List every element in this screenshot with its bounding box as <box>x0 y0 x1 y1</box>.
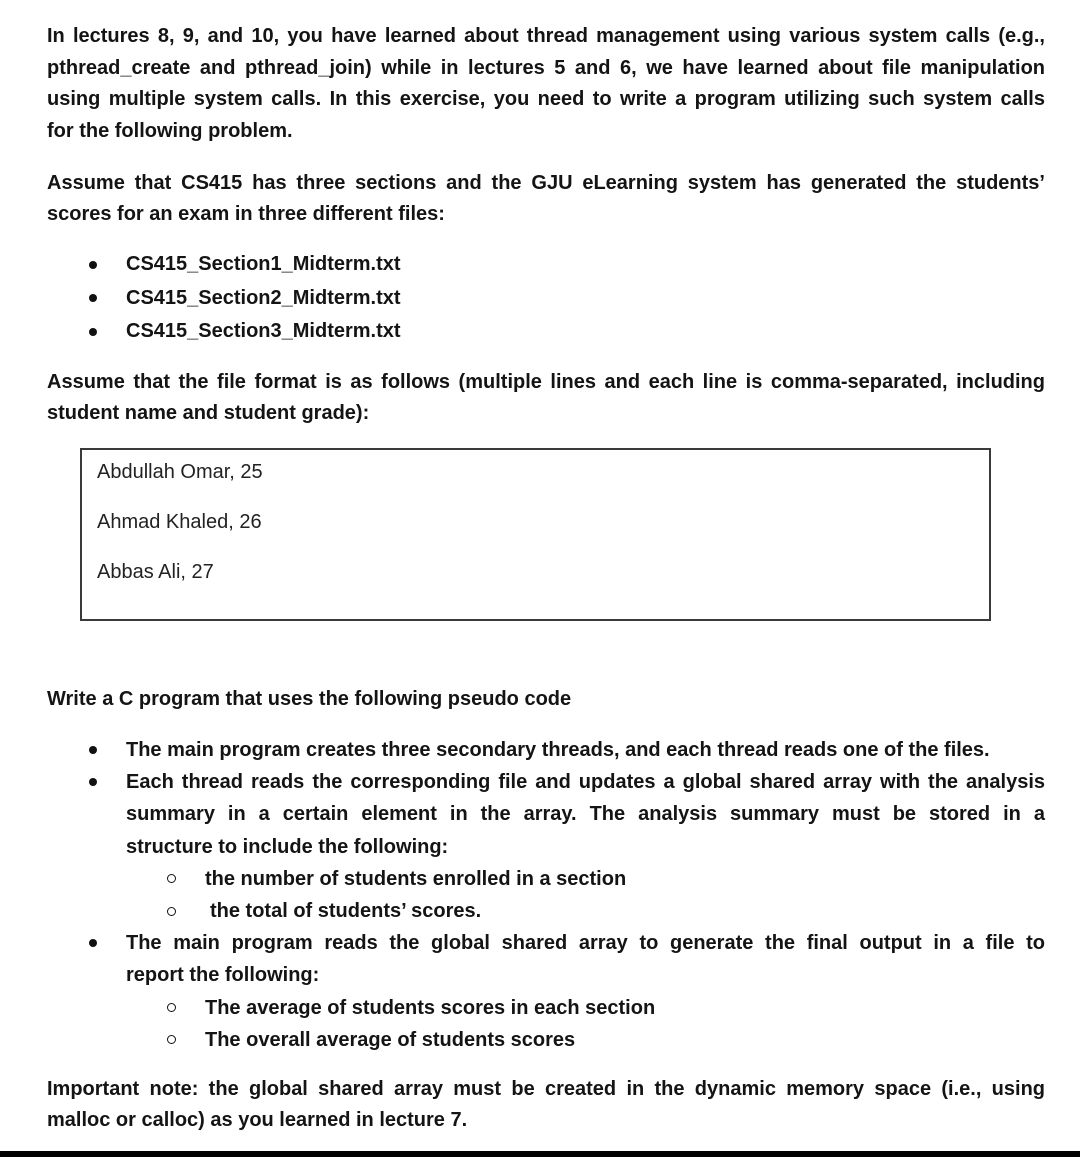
file-name: CS415_Section1_Midterm.txt <box>126 253 401 275</box>
bottom-border <box>0 1151 1080 1157</box>
files-assumption-line: Assume that CS415 has three sections and the GJU eLearning system has generated the students’ <box>47 171 1045 194</box>
sub-item-text: The overall average of students scores <box>205 1028 576 1051</box>
bullet-icon <box>89 328 97 336</box>
file-name: CS415_Section3_Midterm.txt <box>126 320 401 342</box>
bullet-icon <box>89 939 97 947</box>
step-item <box>0 766 1045 863</box>
intro-line: In lectures 8, 9, and 10, you have learned about thread management using various system calls (e.g., <box>47 25 1045 47</box>
intro-line: using multiple system calls. In this exercise, you need to write a program utilizing such system calls <box>47 88 1045 111</box>
hollow-circle-bullet-icon <box>167 907 176 916</box>
sub-item <box>0 992 1045 1024</box>
sub-item <box>0 863 1045 895</box>
intro-line: for the following problem. <box>47 120 293 143</box>
step-item <box>0 927 1045 991</box>
important-note <box>47 1074 1045 1136</box>
sample-file-line: Ahmad Khaled, 26 <box>97 511 262 533</box>
sample-file-line: Abbas Ali, 27 <box>97 561 214 583</box>
sub-item-text: the number of students enrolled in a section <box>205 867 627 890</box>
step-line: The main program creates three secondary threads, and each thread reads one of the files. <box>126 739 990 761</box>
intro-paragraph <box>47 21 1045 148</box>
file-list-item <box>0 248 1045 282</box>
hollow-circle-bullet-icon <box>167 1035 176 1044</box>
files-assumption-paragraph <box>47 168 1045 230</box>
bullet-icon <box>89 778 97 786</box>
file-list-item <box>0 282 1045 316</box>
files-assumption-line: scores for an exam in three different files: <box>47 202 445 225</box>
intro-line: pthread_create and pthread_join) while in lectures 5 and 6, we have learned about file manipulation <box>47 56 1045 79</box>
task-intro <box>47 683 1045 715</box>
step-item <box>0 734 1045 766</box>
sample-file-box <box>80 448 991 621</box>
file-format-paragraph <box>47 367 1045 429</box>
sub-item <box>0 895 1045 927</box>
file-list-item <box>0 315 1045 349</box>
bullet-icon <box>89 294 97 302</box>
sub-item-text: the total of students’ scores. <box>210 900 482 923</box>
step-line: The main program reads the global shared array to generate the final output in a file to <box>126 932 1045 955</box>
step-list <box>0 734 1045 1056</box>
bullet-icon <box>89 746 97 754</box>
file-format-line: student name and student grade): <box>47 401 370 424</box>
hollow-circle-bullet-icon <box>167 874 176 883</box>
file-list <box>0 248 1045 349</box>
step-line: summary in a certain element in the array. The analysis summary must be stored in a <box>126 803 1045 826</box>
step-line: report the following: <box>126 964 320 987</box>
bullet-icon <box>89 261 97 269</box>
step-line: Each thread reads the corresponding file and updates a global shared array with the analysis <box>126 771 1045 794</box>
important-note-line: Important note: the global shared array must be created in the dynamic memory space (i.e., using <box>47 1077 1045 1100</box>
sub-item <box>0 1024 1045 1056</box>
sample-file-line: Abdullah Omar, 25 <box>97 461 263 483</box>
task-intro-line: Write a C program that uses the following pseudo code <box>47 688 572 710</box>
step-line: structure to include the following: <box>126 835 449 858</box>
file-name: CS415_Section2_Midterm.txt <box>126 286 401 309</box>
important-note-line: malloc or calloc) as you learned in lecture 7. <box>47 1108 468 1131</box>
sub-item-text: The average of students scores in each section <box>205 996 656 1019</box>
hollow-circle-bullet-icon <box>167 1003 176 1012</box>
file-format-line: Assume that the file format is as follows (multiple lines and each line is comma-separated, including <box>47 370 1045 393</box>
